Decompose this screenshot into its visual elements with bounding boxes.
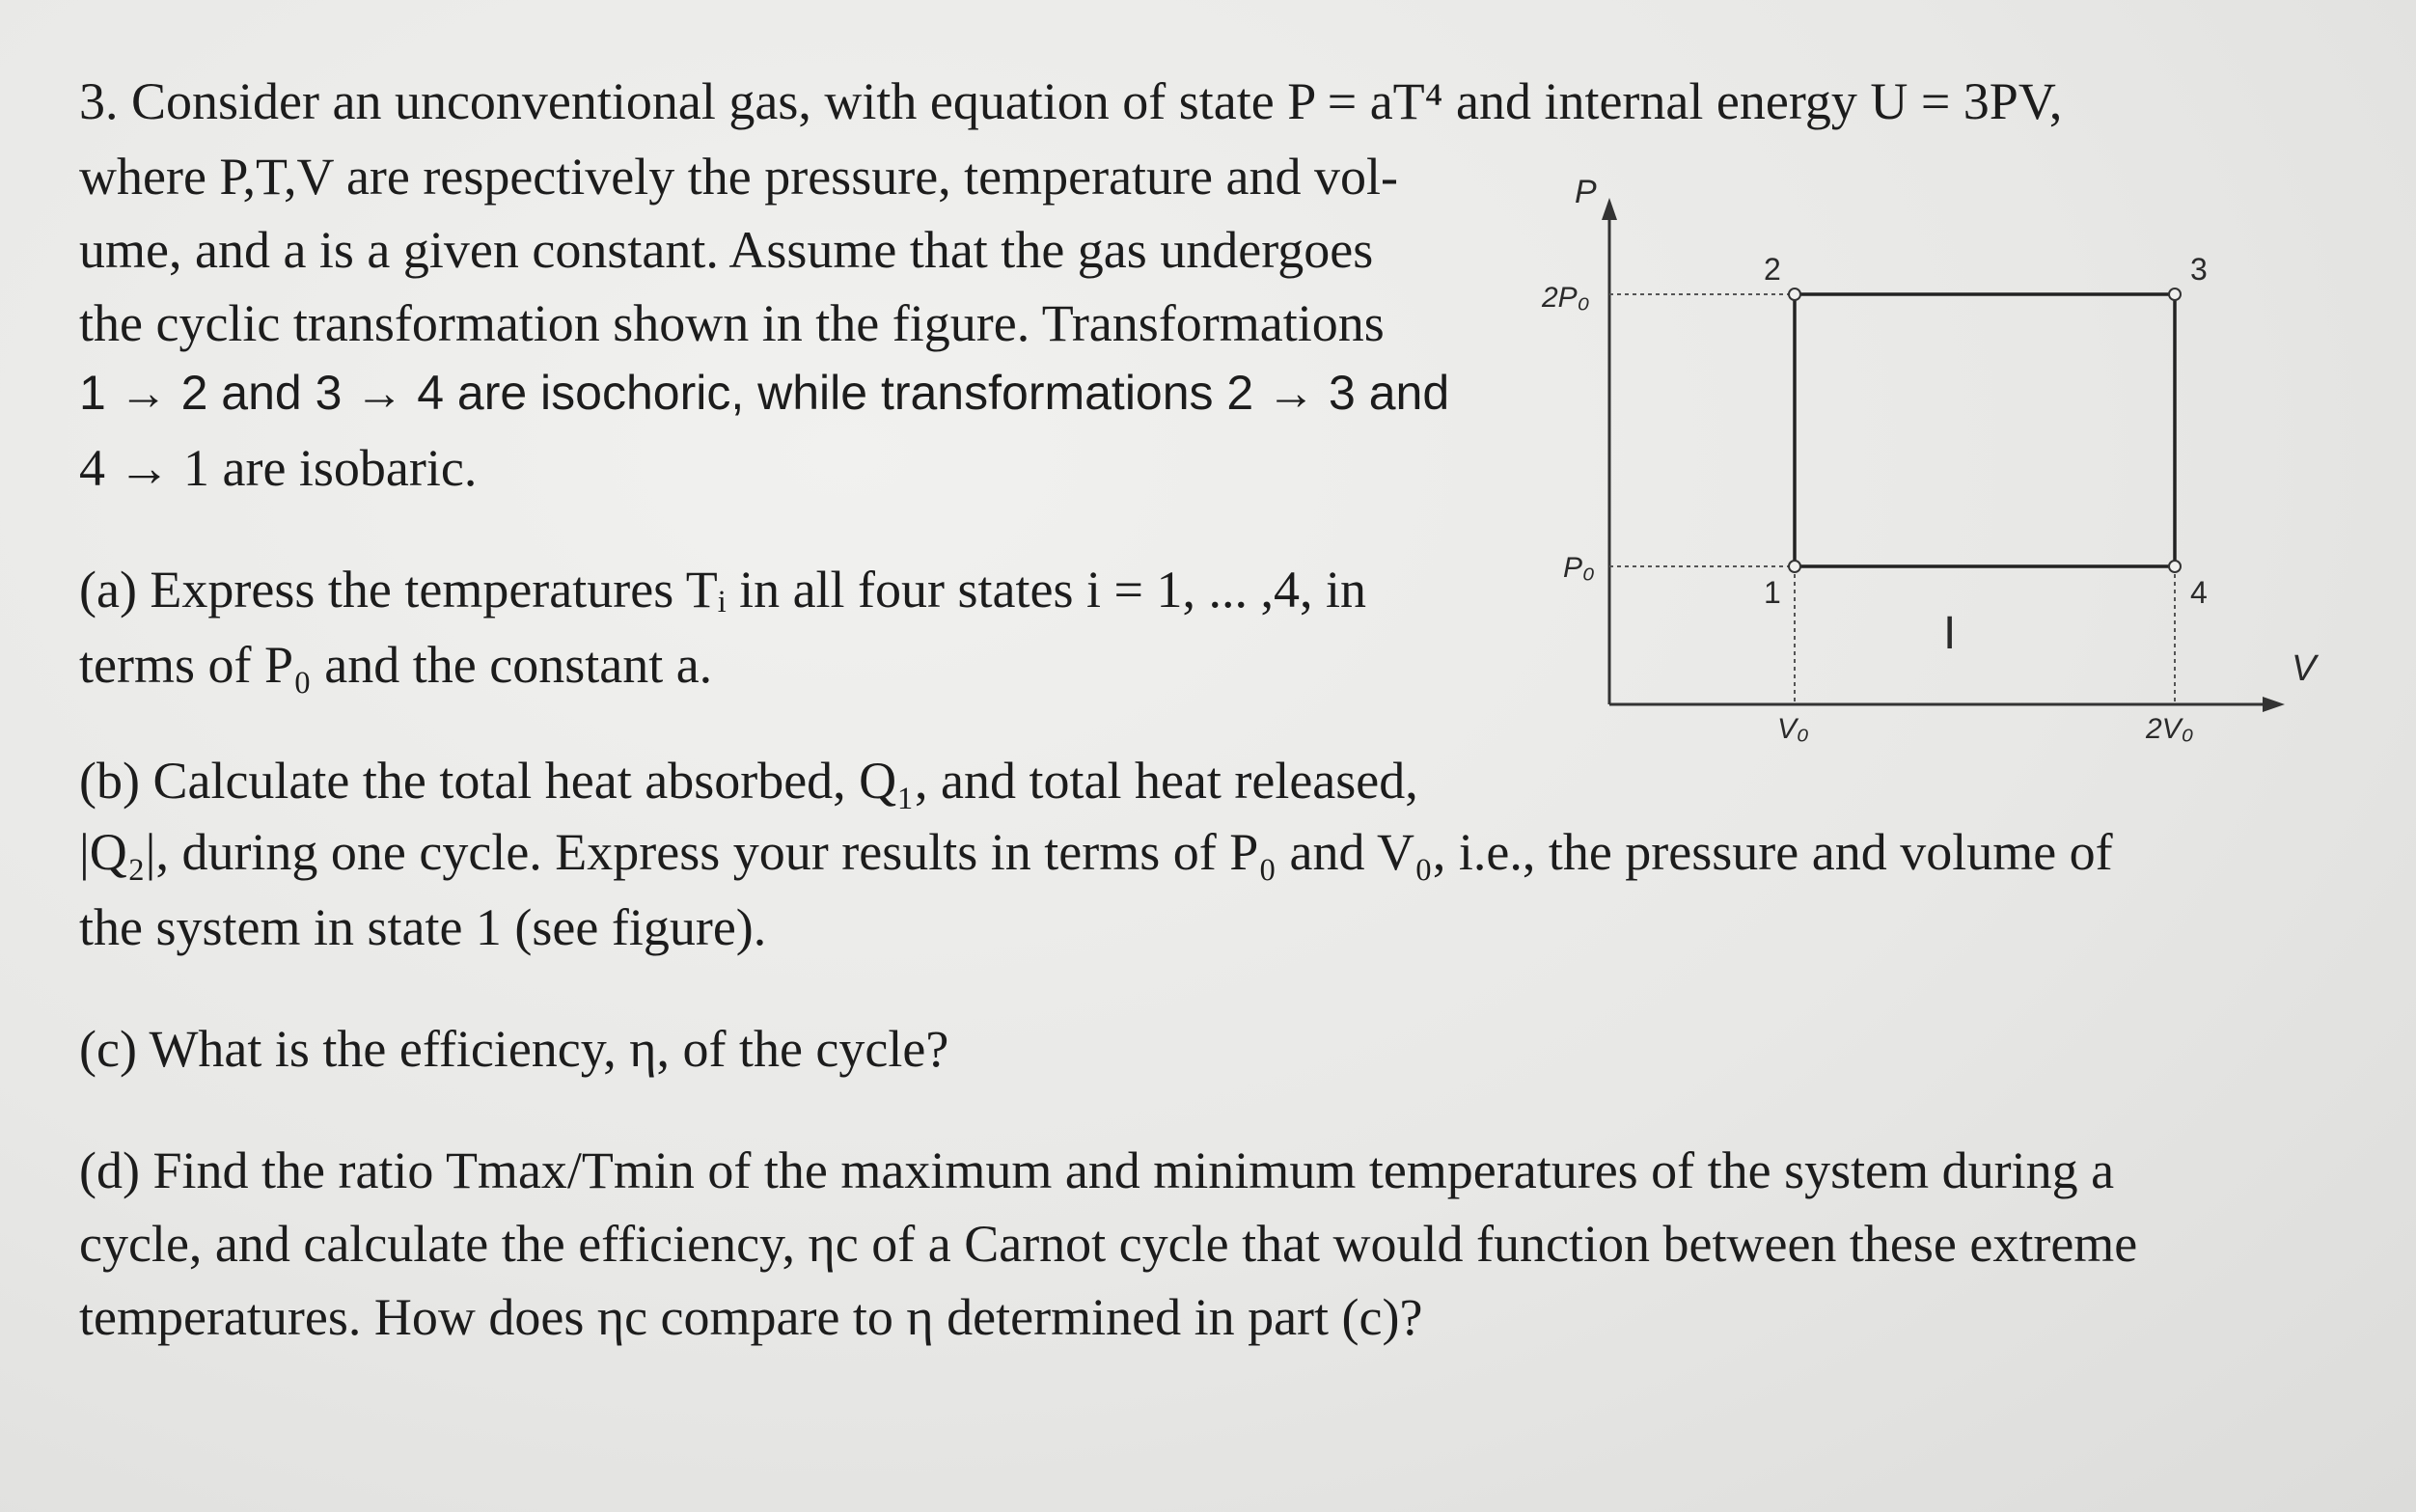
state-3-point: [2169, 289, 2181, 300]
x-tick-2v0: 2V₀: [2146, 713, 2194, 745]
part-c-line-1: (c) What is the efficiency, η, of the cycle?: [79, 1020, 949, 1078]
part-d-line-1: (d) Find the ratio Tmax/Tmin of the maximum and minimum temperatures of the system during a: [79, 1141, 2115, 1199]
x-tick-v0: V₀: [1777, 713, 1809, 745]
y-axis-label: P: [1575, 174, 1597, 210]
part-d-line-3: temperatures. How does ηc compare to η determined in part (c)?: [79, 1288, 1423, 1346]
y-tick-2p0: 2P₀: [1542, 282, 1590, 314]
state-1-point: [1789, 561, 1800, 572]
problem-line-4: the cyclic transformation shown in the figure. Transformations: [79, 294, 1385, 352]
y-axis-arrow: [1602, 198, 1617, 220]
part-b-line-2: |Q₂|, during one cycle. Express your results in terms of P₀ and V₀, i.e., the pressure and volume of: [79, 823, 2113, 881]
problem-line-5: 1 → 2 and 3 → 4 are isochoric, while transformations 2 → 3 and: [79, 366, 1450, 420]
part-a-line-1: (a) Express the temperatures Tᵢ in all four states i = 1, ... ,4, in: [79, 561, 1366, 619]
part-b-line-3: the system in state 1 (see figure).: [79, 898, 767, 956]
part-d-line-2: cycle, and calculate the efficiency, ηc of a Carnot cycle that would function between these extreme: [79, 1215, 2138, 1273]
part-a-line-2: terms of P₀ and the constant a.: [79, 636, 713, 694]
problem-line-6: 4 → 1 are isobaric.: [79, 439, 478, 497]
pv-cycle-diagram: [1505, 145, 2335, 772]
state-2-label: 2: [1764, 252, 1781, 287]
y-tick-p0: P₀: [1563, 552, 1595, 584]
state-3-label: 3: [2190, 252, 2208, 287]
x-axis-label: V: [2292, 648, 2317, 689]
part-b-line-1: (b) Calculate the total heat absorbed, Q₁, and total heat released,: [79, 752, 1418, 810]
state-4-point: [2169, 561, 2181, 572]
cycle-rectangle: [1795, 294, 2175, 566]
state-2-point: [1789, 289, 1800, 300]
problem-line-2: where P,T,V are respectively the pressure, temperature and vol-: [79, 148, 1398, 206]
problem-line-1: 3. Consider an unconventional gas, with equation of state P = aT⁴ and internal energy U = 3PV,: [79, 72, 2063, 130]
text-cursor-icon: I: [1943, 608, 1957, 659]
problem-line-3: ume, and a is a given constant. Assume that the gas undergoes: [79, 221, 1374, 279]
state-1-label: 1: [1764, 575, 1781, 610]
x-axis-arrow: [2263, 697, 2285, 712]
state-4-label: 4: [2190, 575, 2208, 610]
